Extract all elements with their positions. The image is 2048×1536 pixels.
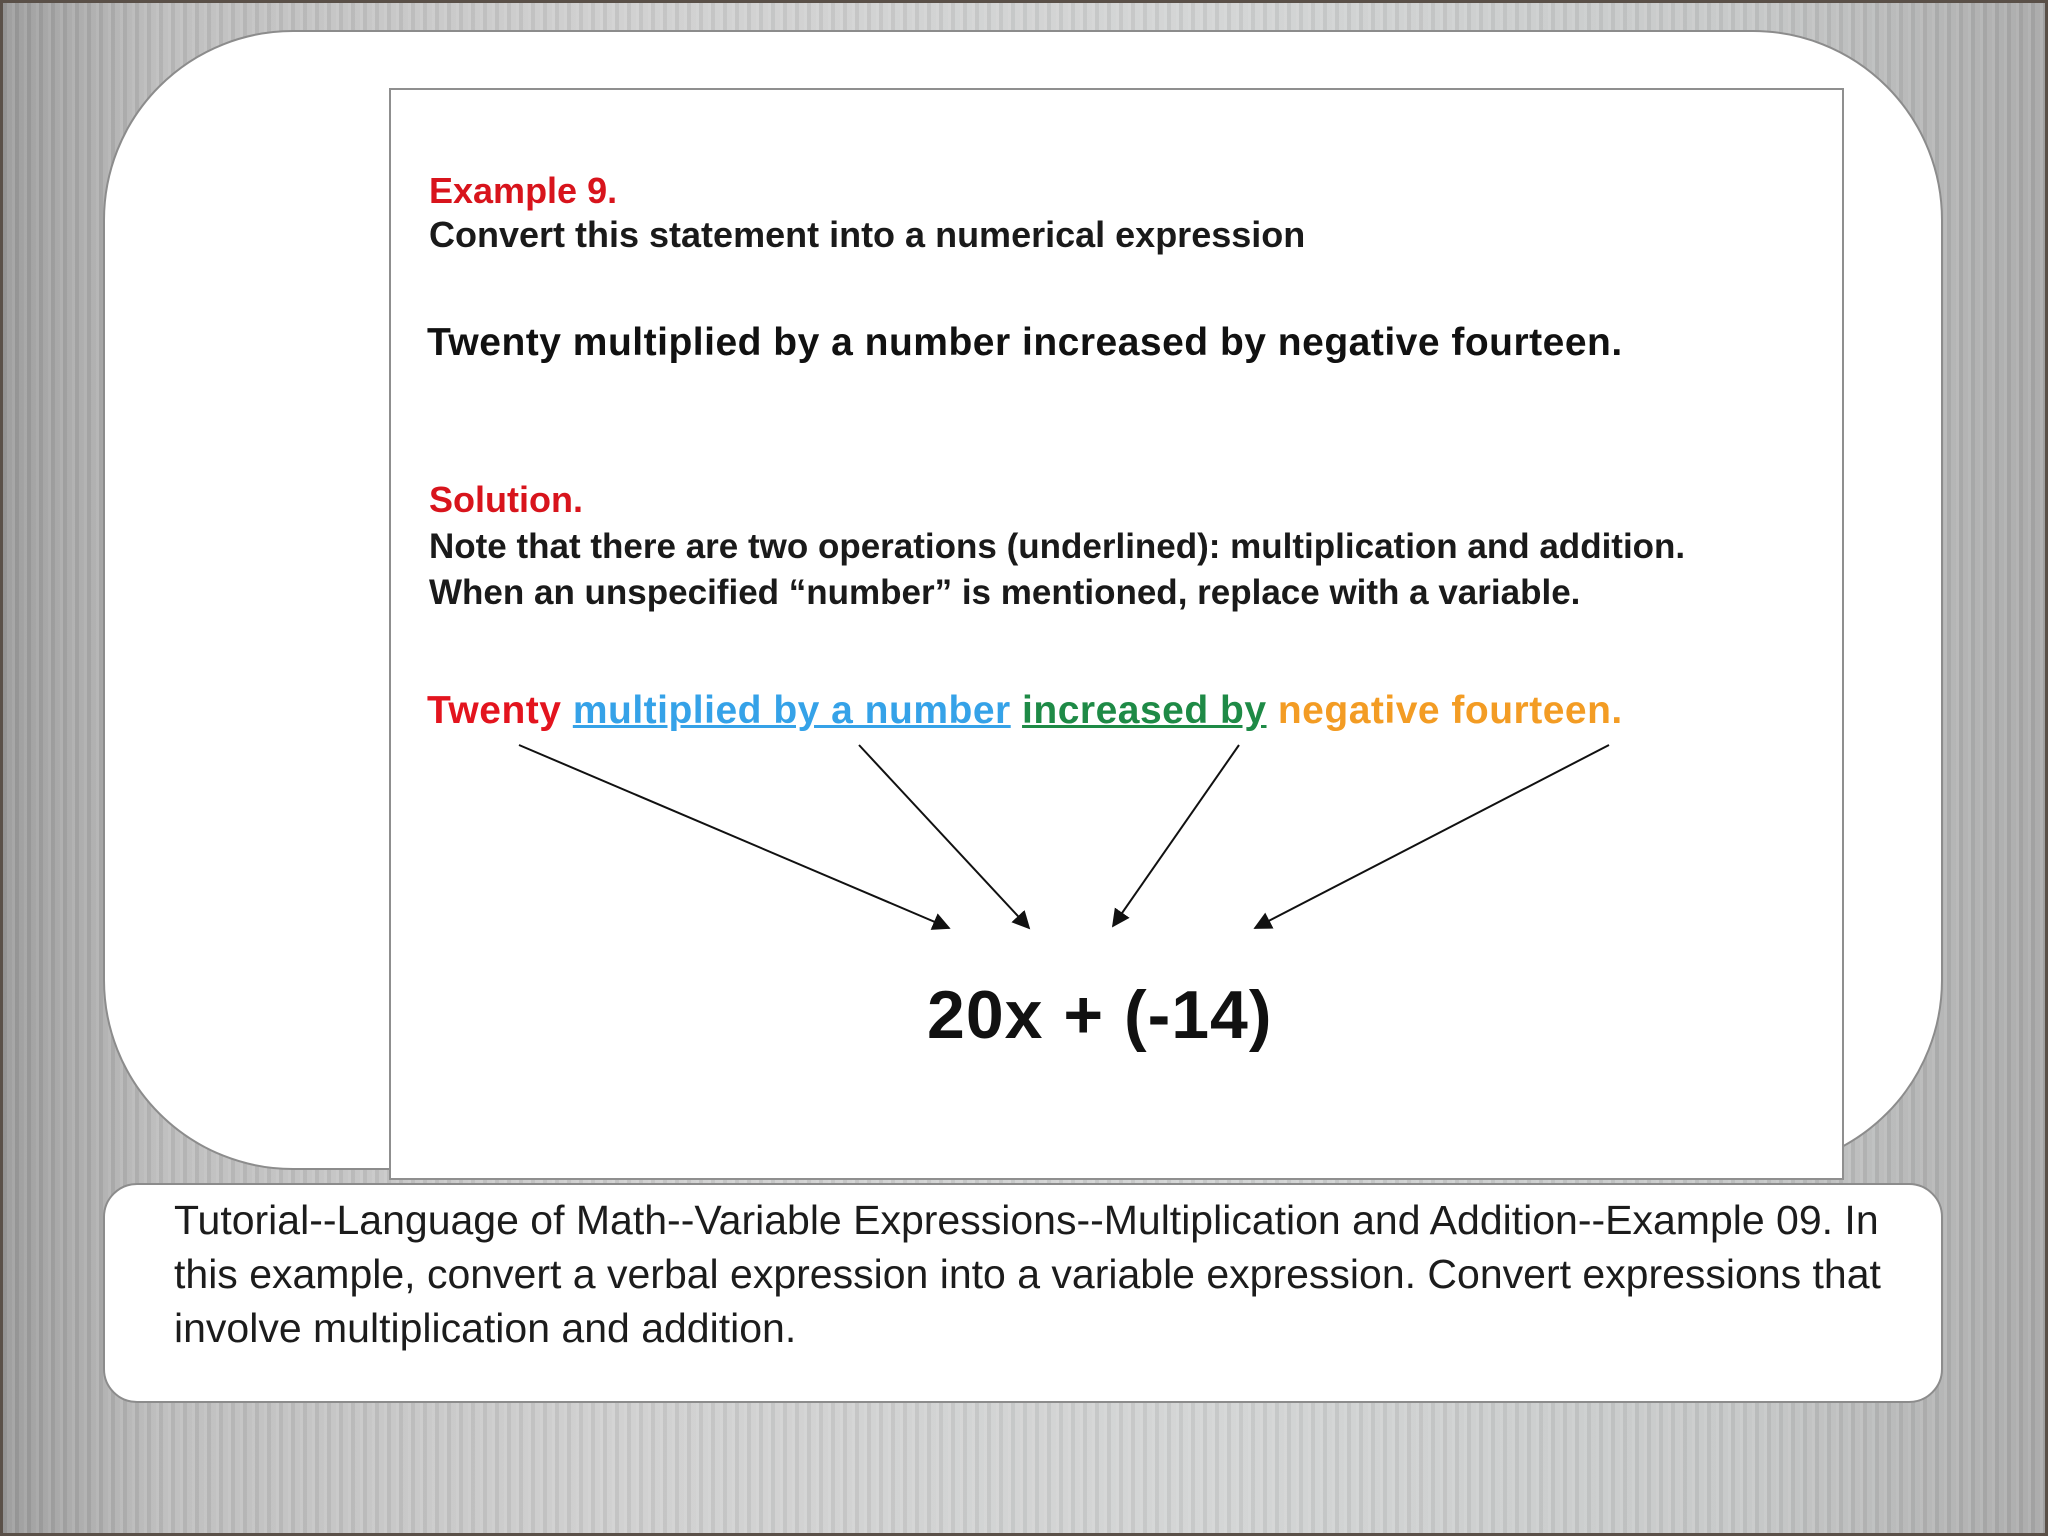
segment-increased-by: increased by — [1022, 689, 1267, 732]
segment-negative-fourteen: negative fourteen. — [1277, 689, 1623, 732]
arrow-negative — [1255, 745, 1609, 928]
arrow-increased — [1113, 745, 1239, 926]
numerical-expression: 20x + (-14) — [927, 977, 1273, 1053]
segment-multiplied-by-a-number: multiplied by a number — [572, 689, 1011, 732]
caption-text: Tutorial--Language of Math--Variable Expressions--Multiplication and Addition--Example 09. In this example, convert a verbal expression into a variable expression. Convert expressions that involve multiplication and addition. — [174, 1197, 1881, 1351]
segment-twenty: Twenty — [427, 689, 562, 732]
instruction-text: Convert this statement into a numerical expression — [429, 214, 1306, 255]
slide-card — [103, 30, 1943, 1170]
verbal-statement: Twenty multiplied by a number increased by negative fourteen. — [427, 321, 1623, 364]
solution-label: Solution. — [429, 479, 583, 520]
caption-box — [103, 1183, 1943, 1403]
example-slide — [389, 88, 1844, 1180]
solution-note: Note that there are two operations (underlined): multiplication and addition. When an unspecified “number” is mentioned, replace with a variable. — [429, 527, 1686, 612]
example-label: Example 9. — [429, 170, 618, 211]
